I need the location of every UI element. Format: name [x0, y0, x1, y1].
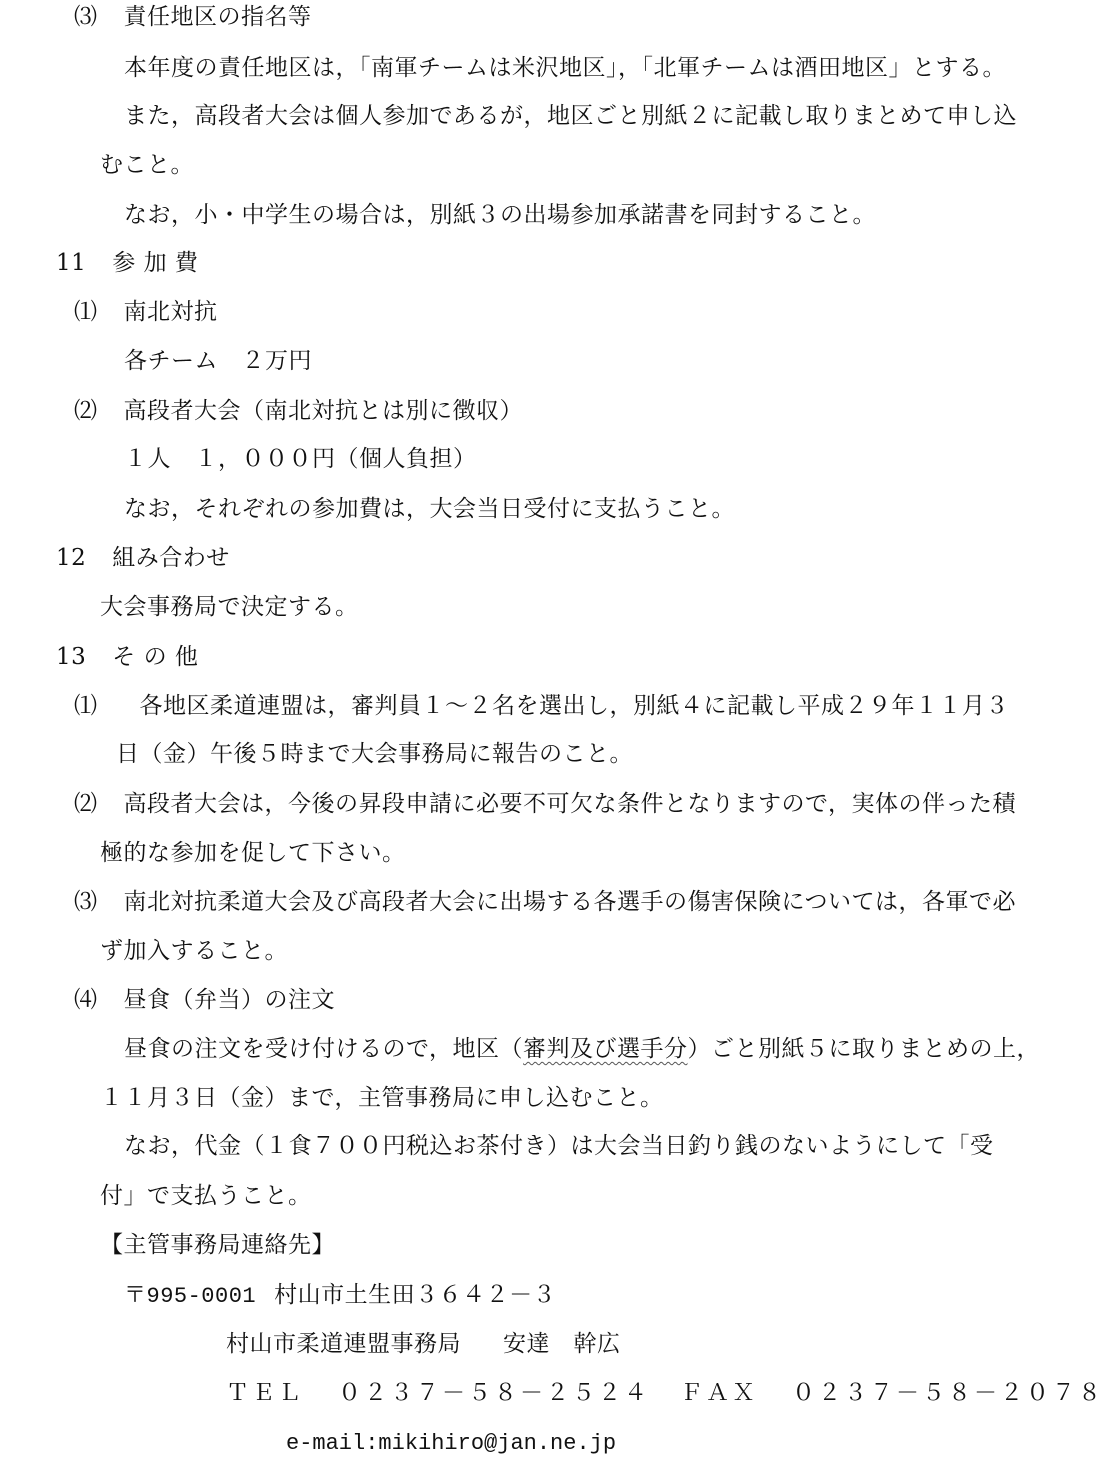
- s13-sub3-line2: ず加入すること。: [100, 938, 288, 964]
- s11-sub2-number: ⑵: [74, 398, 98, 424]
- s11-sub1-heading-line: [74, 297, 218, 327]
- s13-sub4-p1-line1: [124, 1034, 1040, 1064]
- contact-email[interactable]: mikihiro@jan.ne.jp: [378, 1431, 617, 1456]
- s13-sub4-heading: 昼食（弁当）の注文: [123, 987, 335, 1013]
- contact-office-line: [226, 1329, 621, 1359]
- contact-address: 村山市土生田３６４２－３: [274, 1282, 557, 1308]
- s13-sub2-line2: 極的な参加を促して下さい。: [100, 840, 406, 866]
- s13-sub4-p2-line1: なお，代金（１食７００円税込お茶付き）は大会当日釣り銭のないようにして「受: [124, 1133, 994, 1159]
- s12-title: 組み合わせ: [112, 545, 230, 571]
- s13-heading-line: [56, 642, 198, 672]
- contact-tel-label: ＴＥＬ: [226, 1380, 304, 1406]
- s12-body: 大会事務局で決定する。: [100, 594, 359, 620]
- s13-sub4-heading-line: [74, 985, 335, 1015]
- s12-heading-line: [56, 543, 230, 573]
- s13-sub3-number: ⑶: [74, 889, 98, 915]
- s13-sub3-line1: [74, 887, 1016, 917]
- s11-sub2-body: １人 １，０００円（個人負担）: [124, 446, 477, 472]
- s11-sub2-note: なお，それぞれの参加費は，大会当日受付に支払うこと。: [124, 496, 735, 522]
- s13-sub1-line1: [74, 691, 1009, 721]
- s13-sub2-text1: 高段者大会は，今後の昇段申請に必要不可欠な条件となりますので，実体の伴った積: [123, 791, 1017, 817]
- contact-office: 村山市柔道連盟事務局: [226, 1331, 461, 1357]
- s10-sub3-p3: なお，小・中学生の場合は，別紙３の出場参加承諾書を同封すること。: [124, 202, 876, 228]
- s13-sub4-p1-a: 昼食の注文を受け付けるので，地区（: [124, 1036, 524, 1062]
- s13-title: そ の 他: [112, 644, 199, 670]
- s10-sub3-heading-line: [74, 2, 312, 32]
- contact-fax-label: ＦＡＸ: [680, 1380, 758, 1406]
- s11-sub2-heading-line: [74, 396, 523, 426]
- s13-sub2-number: ⑵: [74, 791, 98, 817]
- s11-sub1-number: ⑴: [74, 299, 98, 325]
- s11-heading-line: [56, 248, 198, 278]
- s11-number: 11: [56, 250, 87, 276]
- contact-fax: ０２３７－５８－２０７８: [792, 1380, 1104, 1406]
- s13-sub4-p1-line2: １１月３日（金）まで，主管事務局に申し込むこと。: [100, 1085, 664, 1111]
- s13-number: 13: [56, 644, 87, 670]
- contact-postal: 〒995-0001: [124, 1284, 257, 1309]
- contact-phone-line: [226, 1378, 1104, 1408]
- s11-sub2-heading: 高段者大会（南北対抗とは別に徴収）: [123, 398, 523, 424]
- contact-person: 安達 幹広: [503, 1331, 621, 1357]
- s13-sub3-text1: 南北対抗柔道大会及び高段者大会に出場する各選手の傷害保険については，各軍で必: [123, 889, 1017, 915]
- s13-sub4-p1-underlined: 審判及び選手分: [523, 1036, 688, 1062]
- s13-sub1-line2: 日（金）午後５時まで大会事務局に報告のこと。: [116, 741, 633, 767]
- s13-sub1-number: ⑴: [74, 693, 98, 719]
- s11-sub1-body: 各チーム ２万円: [124, 348, 312, 374]
- contact-heading: 【主管事務局連絡先】: [100, 1232, 335, 1258]
- s10-sub3-p1: 本年度の責任地区は，「南軍チームは米沢地区」，「北軍チームは酒田地区」とする。: [124, 55, 1006, 81]
- s13-sub2-line1: [74, 789, 1016, 819]
- s11-sub1-heading: 南北対抗: [123, 299, 218, 325]
- contact-email-label: e-mail:: [286, 1431, 379, 1456]
- s13-sub4-number: ⑷: [74, 987, 98, 1013]
- s10-sub3-p2-line1: また，高段者大会は個人参加であるが，地区ごと別紙２に記載し取りまとめて申し込: [124, 103, 1017, 129]
- s10-sub3-p2-line2: むこと。: [100, 152, 194, 178]
- s13-sub1-text1: 各地区柔道連盟は，審判員１～２名を選出し，別紙４に記載し平成２９年１１月３: [139, 693, 1009, 719]
- s10-sub3-number: ⑶: [74, 4, 98, 30]
- s13-sub4-p1-c: ）ごと別紙５に取りまとめの上，: [687, 1036, 1041, 1062]
- s13-sub4-p2-line2: 付」で支払うこと。: [100, 1183, 312, 1209]
- contact-tel: ０２３７－５８－２５２４: [338, 1380, 650, 1406]
- contact-address-line: [124, 1280, 556, 1310]
- s11-title: 参 加 費: [112, 250, 199, 276]
- s12-number: 12: [56, 545, 87, 571]
- s10-sub3-heading: 責任地区の指名等: [123, 4, 312, 30]
- contact-email-line: [286, 1429, 616, 1459]
